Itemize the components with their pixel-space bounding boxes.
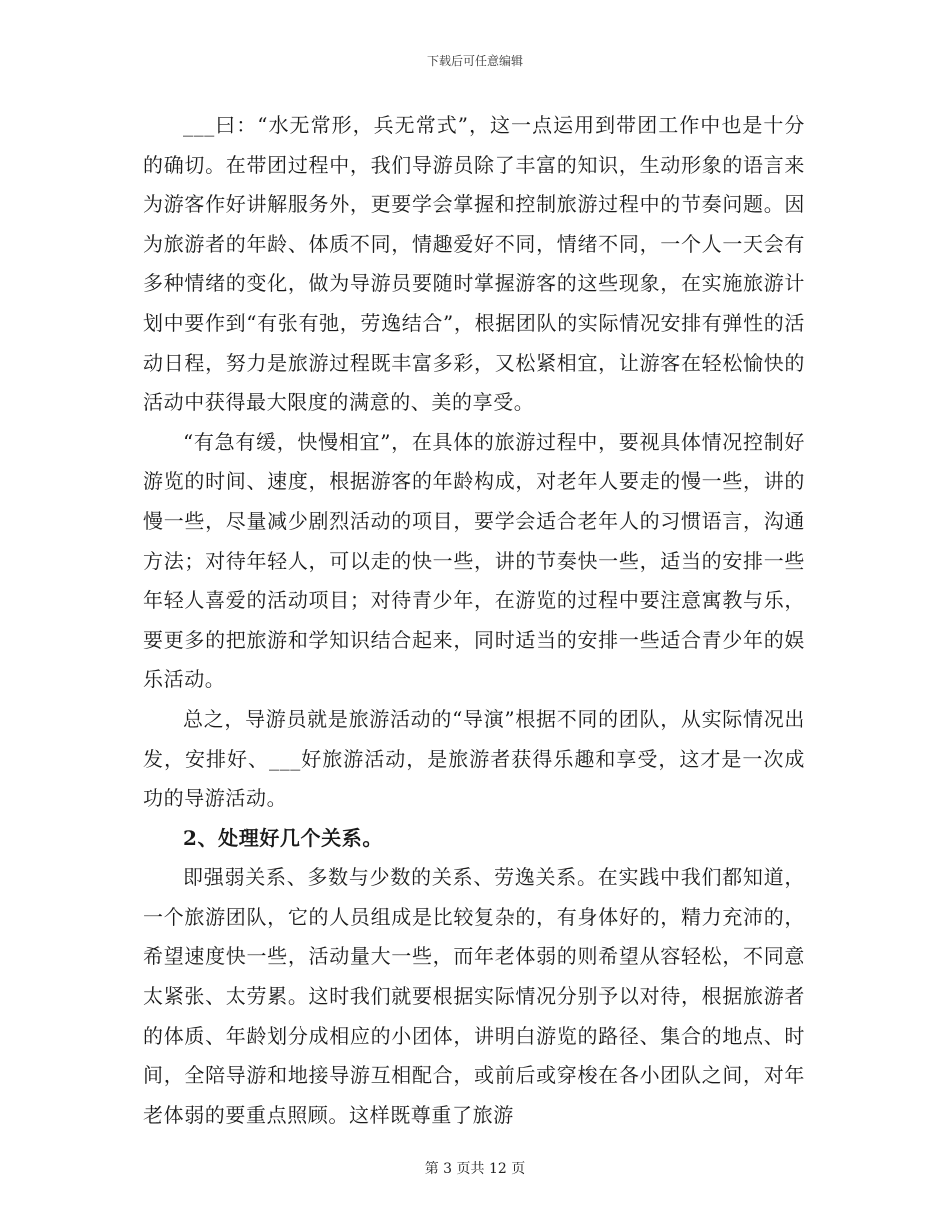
- paragraph-relations: 即强弱关系、多数与少数的关系、劳逸关系。在实践中我们都知道，一个旅游团队，它的人员组成是比较复杂的，有身体好的，精力充沛的，希望速度快一些，活动量大一些，而年老体弱的则希望从容轻松，不同意太紧张、太劳累。这时我们就要根据实际情况分别予以对待，根据旅游者的体质、年龄划分成相应的小团体，讲明白游览的路径、集合的地点、时间，全陪导游和地接导游互相配合，或前后或穿梭在各小团队之间，对年老体弱的要重点照顾。这样既尊重了旅游: [143, 865, 805, 1127]
- paragraph-pace: “有急有缓，快慢相宜”，在具体的旅游过程中，要视具体情况控制好游览的时间、速度，根据游客的年龄构成，对老年人要走的慢一些，讲的慢一些，尽量减少剧烈活动的项目，要学会适合老年人的习惯语言，沟通方法；对待年轻人，可以走的快一些，讲的节奏快一些，适当的安排一些年轻人喜爱的活动项目；对待青少年，在游览的过程中要注意寓教与乐，要更多的把旅游和学知识结合起来，同时适当的安排一些适合青少年的娱乐活动。: [143, 429, 805, 692]
- page-number: 第 3 页共 12 页: [424, 1161, 526, 1177]
- document-body: [143, 106, 805, 1135]
- section-heading: 2、处理好几个关系。: [183, 825, 383, 850]
- header-note: 下载后可任意编辑: [426, 54, 523, 68]
- paragraph-summary: 总之，导游员就是旅游活动的“导演”根据不同的团队，从实际情况出发，安排好、___好旅游活动，是旅游者获得乐趣和享受，这才是一次成功的导游活动。: [143, 706, 805, 811]
- paragraph-rhythm: ___曰：“水无常形，兵无常式”，这一点运用到带团工作中也是十分的确切。在带团过程中，我们导游员除了丰富的知识，生动形象的语言来为游客作好讲解服务外，更要学会掌握和控制旅游过程中的节奏问题。因为旅游者的年龄、体质不同，情趣爱好不同，情绪不同，一个人一天会有多种情绪的变化，做为导游员要随时掌握游客的这些现象，在实施旅游计划中要作到“有张有弛，劳逸结合”，根据团队的实际情况安排有弹性的活动日程，努力是旅游过程既丰富多彩，又松紧相宜，让游客在轻松愉快的活动中获得最大限度的满意的、美的享受。: [143, 113, 805, 415]
